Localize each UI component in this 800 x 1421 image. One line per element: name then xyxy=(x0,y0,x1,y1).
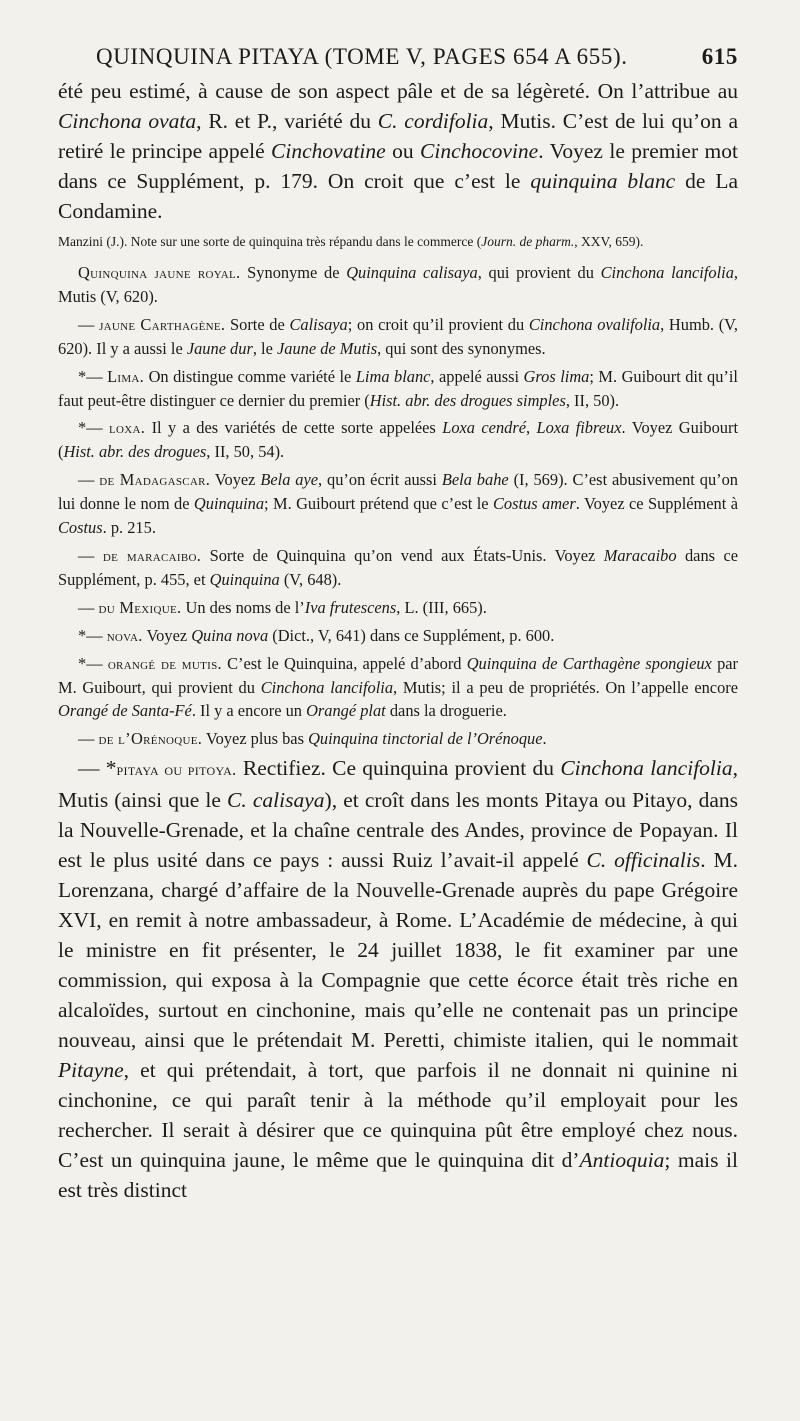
entry-mexique: — du Mexique. Un des noms de l’Iva frutescens, L. (III, 665). xyxy=(78,597,487,617)
pitaya-section xyxy=(58,753,738,1205)
entry-lima: *— Lima. On distingue comme variété le Lima blanc, appelé aussi Gros lima; M. Guibourt dit qu’il faut peut-être distinguer ce dernier du premier (Hist. abr. des drogues simples, II, 50). xyxy=(58,366,738,410)
entry-label: pitaya ou pitoya. xyxy=(116,760,237,780)
entry-jaune-royal: Quinquina jaune royal. Synonyme de Quinquina calisaya, qui provient du Cinchona lancifolia, Mutis (V, 620). xyxy=(58,263,739,306)
bibliographic-reference: Manzini (J.). Note sur une sorte de quinquina très répandu dans le commerce (Journ. de pharm., XXV, 659). xyxy=(58,234,644,249)
entry-orange-de-mutis: *— orangé de mutis. C’est le Quinquina, appelé d’abord Quinquina de Carthagène spongieux par M. Guibourt, qui provient du Cinchona lancifolia, Mutis; il a peu de propriétés. On l’appelle encore Orangé de Santa-Fé. Il y a encore un Orangé plat dans la droguerie. xyxy=(58,653,738,721)
page-number: 615 xyxy=(701,44,738,69)
entry-label: du Mexique. xyxy=(98,597,182,617)
entry-label: jaune Carthagène. xyxy=(99,314,226,334)
entry-label: nova. xyxy=(106,625,143,645)
entry-orenoque: — de l’Orénoque. Voyez plus bas Quinquina tinctorial de l’Orénoque. xyxy=(78,729,547,749)
entry-label: orangé de mutis. xyxy=(107,653,222,673)
running-header xyxy=(58,44,738,70)
entry-label: de maracaibo. xyxy=(102,545,202,565)
entry-label: de Madagascar. xyxy=(99,470,211,490)
entry-pitaya: — *pitaya ou pitoya. Rectifiez. Ce quinquina provient du Cinchona lancifolia, Mutis (ainsi que le C. calisaya), et croît dans les monts Pitaya ou Pitayo, dans la Nouvelle-Grenade, et la chaîne centrale des Andes, province de Popayan. Il est le plus usité dans ce pays : aussi Ruiz l’avait-il appelé C. officinalis. M. Lorenzana, chargé d’affaire de la Nouvelle-Grenade auprès du pape Grégoire XVI, en remit à notre ambassadeur, à Rome. L’Académie de médecine, à qui le ministre en fit présenter, le 24 juillet 1838, le fit examiner par une commission, qui exposa à la Compagnie que cette écorce était très riche en alcaloïdes, surtout en cinchonine, mais qu’elle ne contenait pas un principe nouveau, ainsi que le prétendait M. Peretti, chimiste italien, qui le nommait Pitayne, et qui prétendait, à tort, que parfois il ne donnait ni quinine ni cinchonine, ce qui paraît tenir à la méthode qu’il employait pour les rechercher. Il serait à désirer que ce quinquina pût être employé chez nous. C’est un quinquina jaune, le même que le quinquina dit d’Antioquia; mais il est très distinct xyxy=(58,756,738,1203)
entry-label: Lima. xyxy=(107,366,145,386)
intro-section xyxy=(58,76,738,226)
entry-label: de l’Orénoque. xyxy=(98,729,203,749)
reference-section xyxy=(58,226,738,257)
entry-label: Quinquina jaune royal. xyxy=(78,263,241,282)
entry-madagascar: — de Madagascar. Voyez Bela aye, qu’on écrit aussi Bela bahe (I, 569). C’est abusivement qu’on lui donne le nom de Quinquina; M. Guibourt prétend que c’est le Costus amer. Voyez ce Supplément à Costus. p. 215. xyxy=(58,470,738,538)
entry-label: loxa. xyxy=(109,418,146,438)
entry-maracaibo: — de maracaibo. Sorte de Quinquina qu’on vend aux États-Unis. Voyez Maracaibo dans ce Supplément, p. 455, et Quinquina (V, 648). xyxy=(58,545,738,589)
entries-section xyxy=(58,261,738,751)
intro-paragraph: été peu estimé, à cause de son aspect pâle et de sa légèreté. On l’attribue au Cinchona ovata, R. et P., variété du C. cordifolia, Mutis. C’est de lui qu’on a retiré le principe appelé Cinchovatine ou Cinchocovine. Voyez le premier mot dans ce Supplément, p. 179. On croit que c’est le quinquina blanc de La Condamine. xyxy=(58,79,739,223)
running-title: QUINQUINA PITAYA (TOME V, PAGES 654 A 655). xyxy=(96,44,628,69)
entry-loxa: *— loxa. Il y a des variétés de cette sorte appelées Loxa cendré, Loxa fibreux. Voyez Guibourt (Hist. abr. des drogues, II, 50, 54). xyxy=(58,418,738,462)
entry-carthagene: — jaune Carthagène. Sorte de Calisaya; on croit qu’il provient du Cinchona ovalifolia, Humb. (V, 620). Il y a aussi le Jaune dur, le Jaune de Mutis, qui sont des synonymes. xyxy=(58,314,738,358)
entry-nova: *— nova. Voyez Quina nova (Dict., V, 641) dans ce Supplément, p. 600. xyxy=(78,625,555,645)
